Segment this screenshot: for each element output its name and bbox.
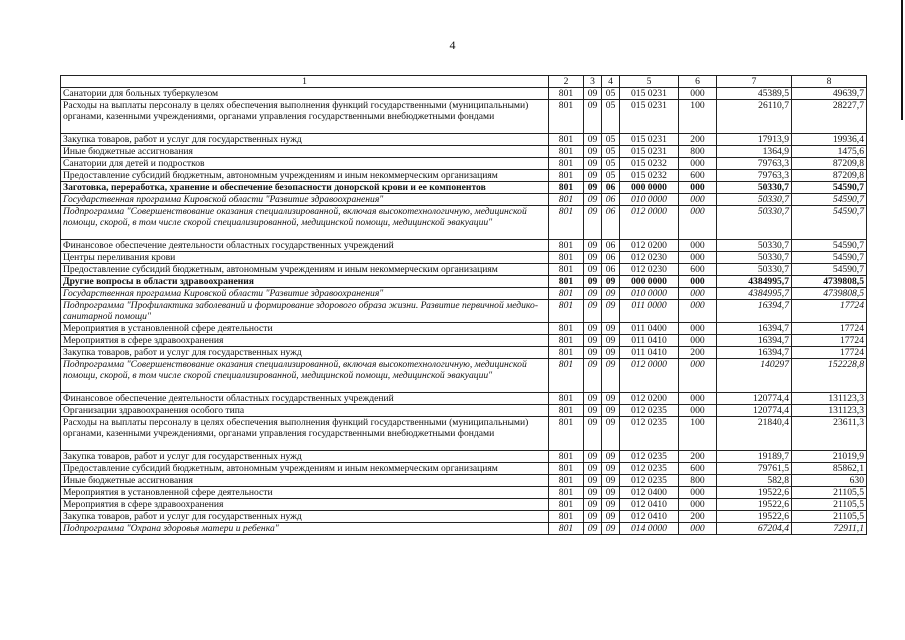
sub-cell: 09 [602, 487, 620, 499]
pr-cell: 09 [584, 182, 602, 194]
value-2016-cell: 28227,7 [792, 100, 867, 134]
value-2015-cell: 19522,6 [717, 511, 792, 523]
table-row [61, 347, 867, 359]
target-article-cell: 010 0000 [620, 288, 679, 300]
sub-cell: 09 [602, 405, 620, 417]
pr-cell: 09 [584, 240, 602, 252]
value-2015-cell: 19189,7 [717, 451, 792, 463]
sub-cell: 06 [602, 206, 620, 240]
rz-cell: 801 [549, 499, 584, 511]
expense-type-cell: 000 [679, 240, 717, 252]
value-2015-cell: 50330,7 [717, 194, 792, 206]
pr-cell: 09 [584, 359, 602, 393]
sub-cell: 05 [602, 134, 620, 146]
sub-cell: 09 [602, 347, 620, 359]
column-header: 7 [717, 76, 792, 88]
rz-cell: 801 [549, 323, 584, 335]
rz-cell: 801 [549, 393, 584, 405]
value-2015-cell: 21840,4 [717, 417, 792, 451]
table-row [61, 88, 867, 100]
value-2015-cell: 67204,4 [717, 523, 792, 535]
rz-cell: 801 [549, 335, 584, 347]
value-2016-cell: 630 [792, 475, 867, 487]
value-2015-cell: 26110,7 [717, 100, 792, 134]
value-2015-cell: 19522,6 [717, 499, 792, 511]
value-2016-cell: 152228,8 [792, 359, 867, 393]
expense-type-cell: 000 [679, 359, 717, 393]
target-article-cell: 015 0231 [620, 100, 679, 134]
rz-cell: 801 [549, 252, 584, 264]
pr-cell: 09 [584, 475, 602, 487]
value-2015-cell: 50330,7 [717, 182, 792, 194]
row-name-cell: Санатории для детей и подростков [61, 158, 549, 170]
sub-cell: 06 [602, 252, 620, 264]
rz-cell: 801 [549, 134, 584, 146]
value-2016-cell: 49639,7 [792, 88, 867, 100]
rz-cell: 801 [549, 347, 584, 359]
target-article-cell: 012 0410 [620, 499, 679, 511]
row-name-cell: Государственная программа Кировской области "Развитие здравоохранения" [61, 194, 549, 206]
value-2015-cell: 50330,7 [717, 252, 792, 264]
table-row [61, 264, 867, 276]
target-article-cell: 000 0000 [620, 182, 679, 194]
expense-type-cell: 000 [679, 276, 717, 288]
rz-cell: 801 [549, 300, 584, 323]
table-header-row [61, 76, 867, 88]
value-2015-cell: 79763,3 [717, 170, 792, 182]
sub-cell: 09 [602, 288, 620, 300]
rz-cell: 801 [549, 463, 584, 475]
target-article-cell: 011 0410 [620, 347, 679, 359]
expense-type-cell: 000 [679, 323, 717, 335]
expense-type-cell: 000 [679, 487, 717, 499]
expense-type-cell: 000 [679, 335, 717, 347]
table-row [61, 300, 867, 323]
row-name-cell: Подпрограмма "Профилактика заболеваний и формирование здорового образа жизни. Развитие первичной медико-санитарной помощи" [61, 300, 549, 323]
row-name-cell: Подпрограмма "Совершенствование оказания специализированной, включая высокотехнологичную, медицинской помощи, скорой, в том числе скорой специализированной, медицинской помощи, медицинской эвакуации" [61, 359, 549, 393]
table-row [61, 405, 867, 417]
expense-type-cell: 800 [679, 475, 717, 487]
target-article-cell: 015 0231 [620, 146, 679, 158]
pr-cell: 09 [584, 194, 602, 206]
sub-cell: 06 [602, 182, 620, 194]
target-article-cell: 015 0232 [620, 158, 679, 170]
value-2016-cell: 54590,7 [792, 182, 867, 194]
value-2015-cell: 16394,7 [717, 300, 792, 323]
sub-cell: 05 [602, 146, 620, 158]
pr-cell: 09 [584, 88, 602, 100]
expense-type-cell: 600 [679, 463, 717, 475]
row-name-cell: Расходы на выплаты персоналу в целях обеспечения выполнения функций государственными (муниципальными) органами, казенными учреждениями, органами управления государственными внебюджетными фондами [61, 417, 549, 451]
target-article-cell: 012 0400 [620, 487, 679, 499]
value-2016-cell: 54590,7 [792, 240, 867, 252]
row-name-cell: Мероприятия в сфере здравоохранения [61, 335, 549, 347]
value-2016-cell: 131123,3 [792, 393, 867, 405]
column-header: 4 [602, 76, 620, 88]
expense-type-cell: 000 [679, 158, 717, 170]
rz-cell: 801 [549, 146, 584, 158]
expense-type-cell: 200 [679, 511, 717, 523]
pr-cell: 09 [584, 463, 602, 475]
expense-type-cell: 000 [679, 288, 717, 300]
value-2016-cell: 54590,7 [792, 194, 867, 206]
row-name-cell: Санатории для больных туберкулезом [61, 88, 549, 100]
expense-type-cell: 600 [679, 170, 717, 182]
table-row [61, 487, 867, 499]
pr-cell: 09 [584, 417, 602, 451]
sub-cell: 09 [602, 523, 620, 535]
sub-cell: 09 [602, 276, 620, 288]
value-2016-cell: 19936,4 [792, 134, 867, 146]
column-header: 6 [679, 76, 717, 88]
row-name-cell: Предоставление субсидий бюджетным, автономным учреждениям и иным некоммерческим организациям [61, 463, 549, 475]
target-article-cell: 012 0410 [620, 511, 679, 523]
expense-type-cell: 000 [679, 88, 717, 100]
target-article-cell: 012 0230 [620, 252, 679, 264]
expense-type-cell: 200 [679, 451, 717, 463]
table-row [61, 523, 867, 535]
pr-cell: 09 [584, 335, 602, 347]
rz-cell: 801 [549, 158, 584, 170]
rz-cell: 801 [549, 487, 584, 499]
row-name-cell: Центры переливания крови [61, 252, 549, 264]
column-header: 3 [584, 76, 602, 88]
expense-type-cell: 000 [679, 206, 717, 240]
value-2015-cell: 50330,7 [717, 264, 792, 276]
expense-type-cell: 000 [679, 252, 717, 264]
pr-cell: 09 [584, 146, 602, 158]
value-2015-cell: 16394,7 [717, 335, 792, 347]
rz-cell: 801 [549, 417, 584, 451]
value-2015-cell: 16394,7 [717, 323, 792, 335]
row-name-cell: Предоставление субсидий бюджетным, автономным учреждениям и иным некоммерческим организациям [61, 170, 549, 182]
row-name-cell: Подпрограмма "Совершенствование оказания специализированной, включая высокотехнологичную, медицинской помощи, скорой, в том числе скорой специализированной, медицинской помощи, медицинской эвакуации" [61, 206, 549, 240]
sub-cell: 09 [602, 335, 620, 347]
value-2016-cell: 54590,7 [792, 252, 867, 264]
pr-cell: 09 [584, 264, 602, 276]
row-name-cell: Государственная программа Кировской области "Развитие здравоохранения" [61, 288, 549, 300]
column-header: 5 [620, 76, 679, 88]
sub-cell: 09 [602, 359, 620, 393]
value-2016-cell: 54590,7 [792, 206, 867, 240]
table-row [61, 252, 867, 264]
target-article-cell: 012 0200 [620, 393, 679, 405]
expense-type-cell: 600 [679, 264, 717, 276]
table-row [61, 359, 867, 393]
pr-cell: 09 [584, 511, 602, 523]
row-name-cell: Расходы на выплаты персоналу в целях обеспечения выполнения функций государственными (муниципальными) органами, казенными учреждениями, органами управления государственными внебюджетными фондами [61, 100, 549, 134]
table-row [61, 475, 867, 487]
expense-type-cell: 000 [679, 182, 717, 194]
table-row [61, 451, 867, 463]
rz-cell: 801 [549, 182, 584, 194]
target-article-cell: 012 0235 [620, 475, 679, 487]
table-row [61, 158, 867, 170]
rz-cell: 801 [549, 288, 584, 300]
table-row [61, 288, 867, 300]
pr-cell: 09 [584, 100, 602, 134]
value-2016-cell: 17724 [792, 323, 867, 335]
table-row [61, 100, 867, 134]
row-name-cell: Другие вопросы в области здравоохранения [61, 276, 549, 288]
pr-cell: 09 [584, 451, 602, 463]
value-2016-cell: 21105,5 [792, 511, 867, 523]
table-row [61, 463, 867, 475]
column-header: 1 [61, 76, 549, 88]
row-name-cell: Финансовое обеспечение деятельности областных государственных учреждений [61, 240, 549, 252]
row-name-cell: Мероприятия в установленной сфере деятельности [61, 487, 549, 499]
rz-cell: 801 [549, 475, 584, 487]
sub-cell: 09 [602, 463, 620, 475]
rz-cell: 801 [549, 240, 584, 252]
expense-type-cell: 000 [679, 405, 717, 417]
value-2015-cell: 1364,9 [717, 146, 792, 158]
row-name-cell: Закупка товаров, работ и услуг для государственных нужд [61, 451, 549, 463]
expense-type-cell: 000 [679, 499, 717, 511]
value-2015-cell: 16394,7 [717, 347, 792, 359]
value-2016-cell: 21105,5 [792, 487, 867, 499]
target-article-cell: 011 0400 [620, 323, 679, 335]
pr-cell: 09 [584, 523, 602, 535]
expense-type-cell: 100 [679, 417, 717, 451]
value-2016-cell: 4739808,5 [792, 276, 867, 288]
value-2015-cell: 17913,9 [717, 134, 792, 146]
row-name-cell: Организации здравоохранения особого типа [61, 405, 549, 417]
pr-cell: 09 [584, 487, 602, 499]
table-row [61, 134, 867, 146]
table-row [61, 170, 867, 182]
value-2016-cell: 17724 [792, 300, 867, 323]
sub-cell: 09 [602, 511, 620, 523]
sub-cell: 05 [602, 170, 620, 182]
target-article-cell: 000 0000 [620, 276, 679, 288]
sub-cell: 09 [602, 451, 620, 463]
table-row [61, 335, 867, 347]
row-name-cell: Закупка товаров, работ и услуг для государственных нужд [61, 134, 549, 146]
pr-cell: 09 [584, 158, 602, 170]
expense-type-cell: 000 [679, 300, 717, 323]
row-name-cell: Предоставление субсидий бюджетным, автономным учреждениям и иным некоммерческим организациям [61, 264, 549, 276]
rz-cell: 801 [549, 206, 584, 240]
target-article-cell: 012 0230 [620, 264, 679, 276]
rz-cell: 801 [549, 194, 584, 206]
sub-cell: 06 [602, 264, 620, 276]
rz-cell: 801 [549, 405, 584, 417]
target-article-cell: 012 0235 [620, 417, 679, 451]
target-article-cell: 012 0200 [620, 240, 679, 252]
target-article-cell: 010 0000 [620, 194, 679, 206]
expense-type-cell: 200 [679, 347, 717, 359]
rz-cell: 801 [549, 264, 584, 276]
pr-cell: 09 [584, 276, 602, 288]
table-row [61, 276, 867, 288]
table-row [61, 393, 867, 405]
rz-cell: 801 [549, 100, 584, 134]
value-2015-cell: 582,8 [717, 475, 792, 487]
target-article-cell: 012 0235 [620, 405, 679, 417]
target-article-cell: 015 0231 [620, 88, 679, 100]
value-2016-cell: 54590,7 [792, 264, 867, 276]
value-2015-cell: 79763,3 [717, 158, 792, 170]
target-article-cell: 014 0000 [620, 523, 679, 535]
value-2016-cell: 17724 [792, 347, 867, 359]
value-2015-cell: 120774,4 [717, 393, 792, 405]
value-2016-cell: 87209,8 [792, 170, 867, 182]
sub-cell: 09 [602, 475, 620, 487]
pr-cell: 09 [584, 252, 602, 264]
sub-cell: 05 [602, 158, 620, 170]
value-2015-cell: 45389,5 [717, 88, 792, 100]
table-row [61, 323, 867, 335]
rz-cell: 801 [549, 359, 584, 393]
pr-cell: 09 [584, 170, 602, 182]
expense-type-cell: 800 [679, 146, 717, 158]
value-2016-cell: 17724 [792, 335, 867, 347]
pr-cell: 09 [584, 347, 602, 359]
column-header: 8 [792, 76, 867, 88]
target-article-cell: 012 0235 [620, 463, 679, 475]
column-header: 2 [549, 76, 584, 88]
value-2016-cell: 21019,9 [792, 451, 867, 463]
row-name-cell: Закупка товаров, работ и услуг для государственных нужд [61, 511, 549, 523]
row-name-cell: Финансовое обеспечение деятельности областных государственных учреждений [61, 393, 549, 405]
rz-cell: 801 [549, 170, 584, 182]
rz-cell: 801 [549, 88, 584, 100]
row-name-cell: Подпрограмма "Охрана здоровья матери и ребенка" [61, 523, 549, 535]
budget-table [60, 75, 867, 535]
expense-type-cell: 100 [679, 100, 717, 134]
sub-cell: 09 [602, 499, 620, 511]
value-2015-cell: 140297 [717, 359, 792, 393]
pr-cell: 09 [584, 134, 602, 146]
sub-cell: 09 [602, 417, 620, 451]
expense-type-cell: 200 [679, 134, 717, 146]
table-row [61, 417, 867, 451]
page-edge-line [901, 0, 903, 120]
row-name-cell: Иные бюджетные ассигнования [61, 475, 549, 487]
row-name-cell: Закупка товаров, работ и услуг для государственных нужд [61, 347, 549, 359]
pr-cell: 09 [584, 393, 602, 405]
value-2015-cell: 120774,4 [717, 405, 792, 417]
row-name-cell: Мероприятия в установленной сфере деятельности [61, 323, 549, 335]
value-2016-cell: 131123,3 [792, 405, 867, 417]
value-2015-cell: 50330,7 [717, 206, 792, 240]
page-number: 4 [449, 38, 456, 52]
value-2016-cell: 85862,1 [792, 463, 867, 475]
expense-type-cell: 000 [679, 194, 717, 206]
sub-cell: 05 [602, 100, 620, 134]
sub-cell: 09 [602, 393, 620, 405]
rz-cell: 801 [549, 451, 584, 463]
sub-cell: 09 [602, 323, 620, 335]
target-article-cell: 015 0232 [620, 170, 679, 182]
rz-cell: 801 [549, 511, 584, 523]
value-2015-cell: 4384995,7 [717, 288, 792, 300]
value-2015-cell: 19522,6 [717, 487, 792, 499]
pr-cell: 09 [584, 288, 602, 300]
sub-cell: 06 [602, 240, 620, 252]
table-row [61, 240, 867, 252]
table-row [61, 194, 867, 206]
sub-cell: 05 [602, 88, 620, 100]
rz-cell: 801 [549, 523, 584, 535]
value-2016-cell: 21105,5 [792, 499, 867, 511]
target-article-cell: 011 0410 [620, 335, 679, 347]
pr-cell: 09 [584, 300, 602, 323]
target-article-cell: 012 0235 [620, 451, 679, 463]
table-row [61, 499, 867, 511]
value-2015-cell: 50330,7 [717, 240, 792, 252]
row-name-cell: Заготовка, переработка, хранение и обеспечение безопасности донорской крови и ее компонентов [61, 182, 549, 194]
target-article-cell: 012 0000 [620, 206, 679, 240]
expense-type-cell: 000 [679, 393, 717, 405]
sub-cell: 09 [602, 300, 620, 323]
table-row [61, 511, 867, 523]
value-2016-cell: 4739808,5 [792, 288, 867, 300]
table-row [61, 182, 867, 194]
value-2016-cell: 72911,1 [792, 523, 867, 535]
pr-cell: 09 [584, 323, 602, 335]
pr-cell: 09 [584, 206, 602, 240]
value-2015-cell: 79761,5 [717, 463, 792, 475]
rz-cell: 801 [549, 276, 584, 288]
pr-cell: 09 [584, 499, 602, 511]
target-article-cell: 011 0000 [620, 300, 679, 323]
table-row [61, 146, 867, 158]
pr-cell: 09 [584, 405, 602, 417]
target-article-cell: 015 0231 [620, 134, 679, 146]
expense-type-cell: 000 [679, 523, 717, 535]
table-row [61, 206, 867, 240]
row-name-cell: Иные бюджетные ассигнования [61, 146, 549, 158]
row-name-cell: Мероприятия в сфере здравоохранения [61, 499, 549, 511]
value-2016-cell: 1475,6 [792, 146, 867, 158]
value-2015-cell: 4384995,7 [717, 276, 792, 288]
target-article-cell: 012 0000 [620, 359, 679, 393]
sub-cell: 06 [602, 194, 620, 206]
value-2016-cell: 87209,8 [792, 158, 867, 170]
value-2016-cell: 23611,3 [792, 417, 867, 451]
